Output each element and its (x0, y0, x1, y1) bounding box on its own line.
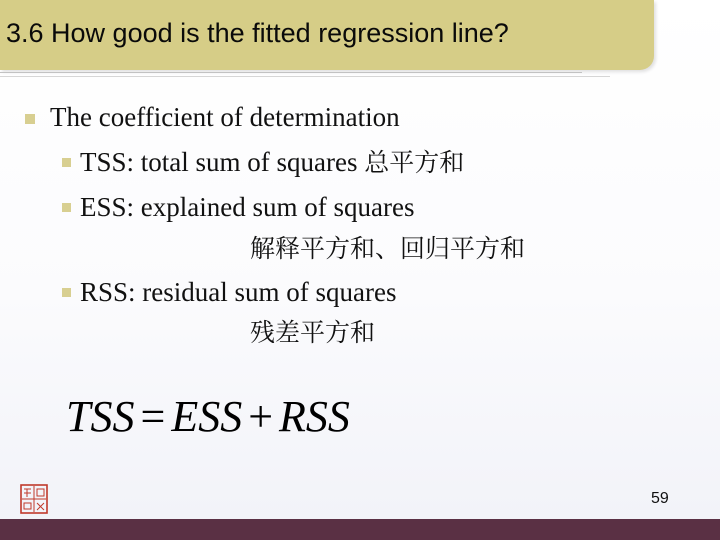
seal-icon (20, 484, 48, 514)
slide-title: 3.6 How good is the fitted regression line? (6, 18, 509, 48)
page-number: 59 (651, 490, 669, 507)
formula-tss: TSS (66, 392, 135, 441)
formula-tss-ess-rss (66, 392, 350, 441)
bullet-square-icon (62, 288, 71, 297)
tss-chinese: 总平方和 (364, 148, 465, 177)
formula-plus: + (248, 392, 274, 441)
bullet-rss: RSS: residual sum of squares (80, 277, 397, 307)
bullet-main: The coefficient of determination (50, 102, 400, 132)
bullet-square-icon (25, 114, 35, 124)
footer-bar (0, 519, 720, 540)
bullet-square-icon (62, 158, 71, 167)
formula-equals: = (140, 392, 166, 441)
formula-ess: ESS (171, 392, 243, 441)
formula-rss: RSS (279, 392, 350, 441)
rss-chinese: 残差平方和 (250, 318, 376, 347)
title-underline-secondary (0, 76, 610, 77)
bullet-square-icon (62, 203, 71, 212)
title-bar (0, 0, 654, 70)
bullet-ess: ESS: explained sum of squares (80, 192, 415, 222)
tss-label: TSS: total sum of squares (80, 147, 358, 177)
ess-chinese: 解释平方和、回归平方和 (250, 234, 526, 263)
title-underline (0, 72, 582, 73)
bullet-tss (80, 149, 464, 176)
